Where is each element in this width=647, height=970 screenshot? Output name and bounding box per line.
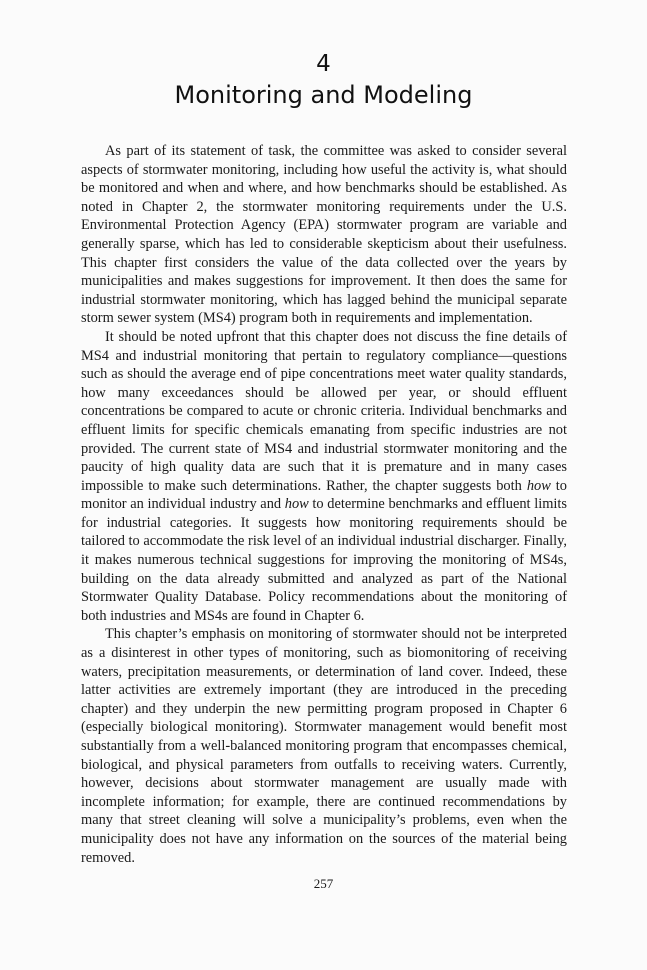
emphasis-text: how xyxy=(284,496,309,513)
chapter-body xyxy=(81,142,567,867)
text-run: to monitor an individual industry and xyxy=(81,477,567,513)
page-number: 257 xyxy=(313,876,334,891)
paragraph xyxy=(81,625,567,867)
text-run: This chapter’s emphasis on monitoring of stormwater should not be interpreted as a disinterest in other types of monitoring, such as biomonitoring of receiving waters, precipitation measurements, or determination of land cover. Indeed, these latter activities are extremely important (they are introduced in the preceding chapter) and they underpin the new permitting program proposed in Chapter 6 (especially biological monitoring). Stormwater management would benefit most substantially from a well-balanced monitoring program that encompasses chemical, biological, and physical parameters from outfalls to receiving waters. Currently, however, decisions about stormwater management are usually made with incomplete information; for example, there are continued recommendations by many that street cleaning will solve a municipality’s problems, even when the municipality does not have any information on the sources of the material being removed. xyxy=(81,626,567,866)
text-run: As part of its statement of task, the committee was asked to consider several aspects of stormwater monitoring, including how useful the activity is, what should be monitored and when and where, and how benchmarks should be established. As noted in Chapter 2, the stormwater monitoring requirements under the U.S. Environmental Protection Agency (EPA) stormwater program are variable and generally sparse, which has led to considerable skepticism about their usefulness. This chapter first considers the value of the data collected over the years by municipalities and makes suggestions for improvement. It then does the same for industrial stormwater monitoring, which has lagged behind the municipal separate storm sewer system (MS4) program both in requirements and implementation. xyxy=(81,143,567,327)
emphasis-text: how xyxy=(526,477,551,494)
paragraph xyxy=(81,328,567,626)
paragraph xyxy=(81,142,567,328)
chapter-title: Monitoring and Modeling xyxy=(174,81,473,109)
text-run: It should be noted upfront that this chapter does not discuss the fine details of MS4 and industrial monitoring that pertain to regulatory compliance—questions such as should the average end of pipe concentrations meet water quality standards, how many exceedances should be allowed per year, or should effluent concentrations be compared to acute or chronic criteria. Individual benchmarks and effluent limits for specific chemicals emanating from specific industries are not provided. The current state of MS4 and industrial stormwater monitoring and the paucity of high quality data are such that it is premature and in many cases impossible to make such determinations. Rather, the chapter suggests both xyxy=(81,328,567,494)
text-run: to determine benchmarks and effluent limits for industrial categories. It suggests how monitoring requirements should be tailored to accommodate the risk level of an individual industrial discharger. Finally, it makes numerous technical suggestions for improving the monitoring of MS4s, building on the data already submitted and analyzed as part of the National Stormwater Quality Database. Policy recommendations about the monitoring of both industries and MS4s are found in Chapter 6. xyxy=(81,496,567,624)
chapter-number: 4 xyxy=(316,51,331,77)
